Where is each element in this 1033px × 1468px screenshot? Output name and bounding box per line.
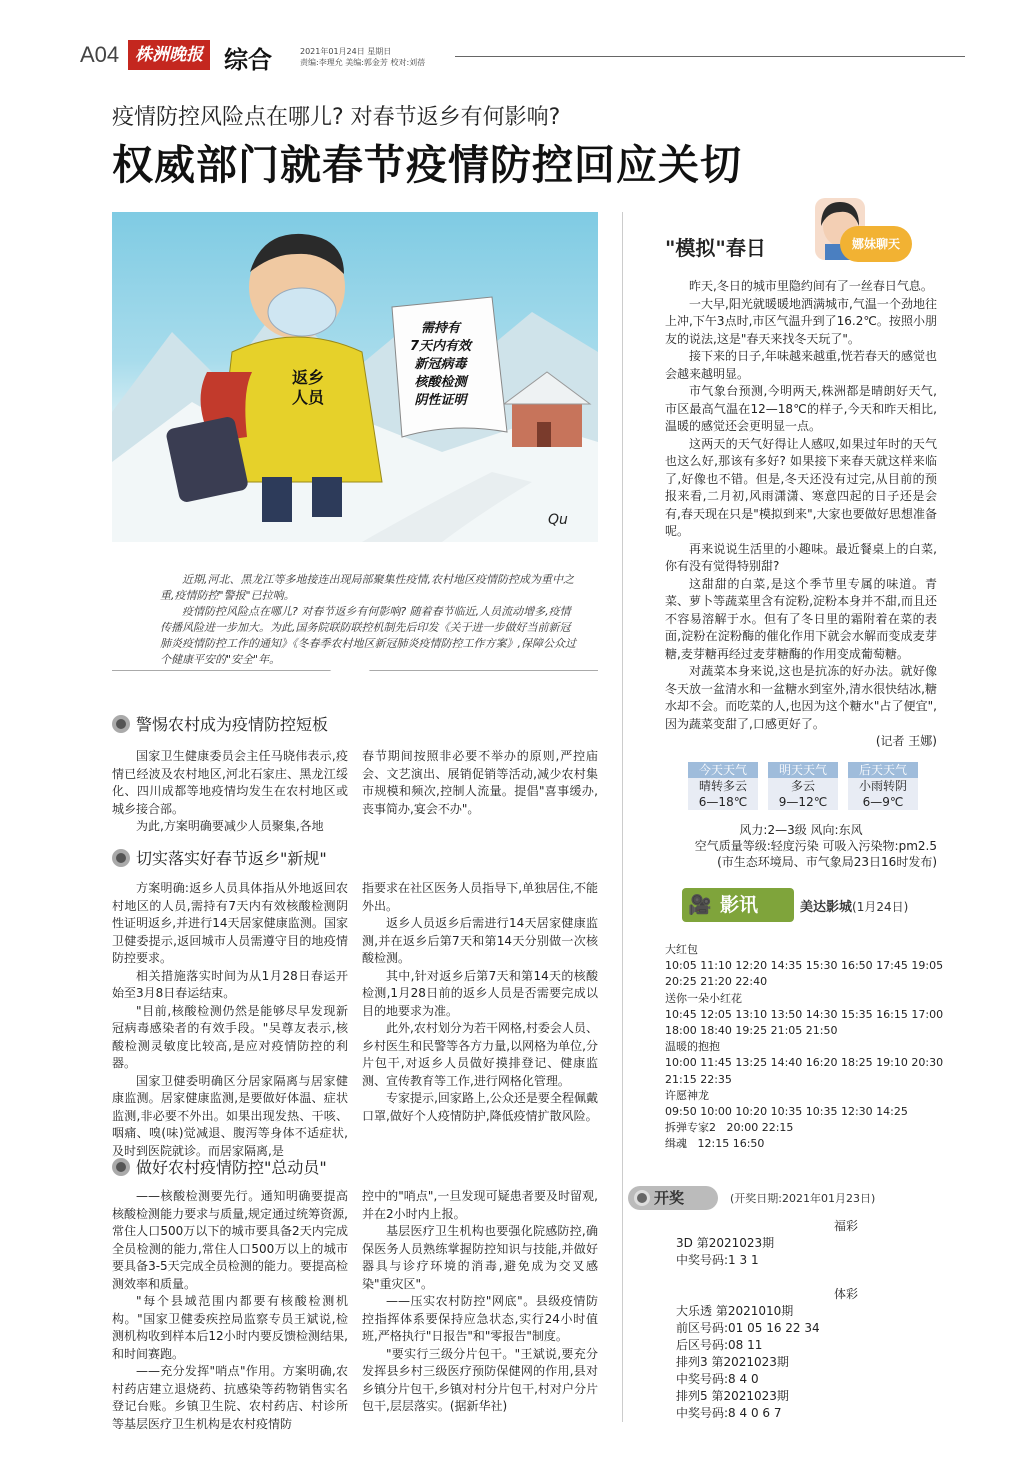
s2-right-column — [362, 880, 598, 1125]
movie-list — [665, 942, 965, 1153]
paragraph: 昨天,冬日的城市里隐约间有了一丝春日气息。 — [689, 279, 933, 293]
s3-right-column — [362, 1188, 598, 1416]
bullet-icon — [634, 1190, 650, 1206]
fucai-line: 3D 第2021023期 — [676, 1236, 775, 1250]
weather-temp: 6—9℃ — [862, 795, 904, 809]
s3-left-column — [112, 1188, 348, 1433]
house-door — [537, 422, 551, 447]
weather-condition: 晴转多云 — [698, 779, 747, 793]
paragraph: 春节期间按照非必要不举办的原则,严控庙会、文艺演出、展销促销等活动,减少农村集市规模和频次,控制人流量。提倡"喜事缓办,丧事简办,宴会不办"。 — [362, 749, 598, 816]
s1-right-column — [362, 748, 598, 818]
page-header — [0, 38, 1033, 78]
column-body — [665, 278, 937, 751]
paragraph: ——充分发挥"哨点"作用。方案明确,农村药店建立退烧药、抗感染等药物销售实名登记台账。乡镇卫生院、农村药店、村诊所等基层医疗卫生机构是农村疫情防 — [112, 1364, 348, 1431]
weather-day — [688, 762, 758, 810]
cartoon-signature: Qu — [548, 512, 568, 528]
movie-title: 拆弹专家2 — [665, 1121, 716, 1135]
section-heading-text: 做好农村疫情防控"总动员" — [136, 1158, 327, 1177]
face-mask — [268, 288, 336, 336]
paragraph: 市气象台预测,今明两天,株洲都是晴朗好天气,市区最高气温在12—18℃的样子,今天和昨天相比,温暖的感觉还会更明显一点。 — [665, 384, 937, 433]
paragraph: "目前,核酸检测仍然是能够尽早发现新冠病毒感染者的有效手段。"吴尊友表示,核酸检测灵敏度比较高,是应对疫情防控的利器。 — [112, 1003, 348, 1070]
paragraph: 再来说说生活里的小趣味。最近餐桌上的白菜,你有没有觉得特别甜? — [665, 541, 937, 573]
byline: (记者 王娜) — [875, 734, 937, 748]
cartoon-sign-text: 需持有 7天内有效 新冠病毒 核酸检测 阴性证明 — [410, 321, 472, 408]
s2-left-column — [112, 880, 348, 1160]
leg-right — [312, 477, 342, 517]
article-lead — [160, 572, 580, 668]
weather-temp: 6—18℃ — [698, 795, 748, 809]
paragraph: 为此,方案明确要减少人员聚集,各地 — [136, 819, 324, 833]
lead-paragraph: 疫情防控风险点在哪儿? 对春节返乡有何影响? 随着春节临近,人员流动增多,疫情传播风险进一步加大。为此,国务院联防联控机制先后印发《关于进一步做好当前新冠肺炎疫情防控工作的通知》《冬春季农村地区新冠肺炎疫情防控工作方案》,保障公众过个健康平安的"安全"年。 — [160, 605, 576, 666]
weather-temp: 9—12℃ — [778, 795, 828, 809]
movie-title: 大红包 — [665, 943, 698, 956]
ticai-line: 排列5 第2021023期 — [676, 1389, 789, 1403]
paragraph: 控中的"哨点",一旦发现可疑患者要及时留观,并在2小时内上报。 — [362, 1189, 598, 1221]
article-subtitle: 疫情防控风险点在哪儿? 对春节返乡有何影响? — [112, 105, 561, 130]
ticai-line: 大乐透 第2021010期 — [676, 1304, 794, 1318]
bullet-icon — [112, 1158, 130, 1176]
bullet-icon — [112, 715, 130, 733]
paragraph: 国家卫健委明确区分居家隔离与居家健康监测。居家健康监测,是要做好体温、症状监测,非必要不外出。如果出现发热、干咳、咽痛、嗅(味)觉减退、腹泻等身体不适症状,及时到医院就诊。而居家隔离,是 — [112, 1073, 348, 1158]
weather-day-label: 后天天气 — [848, 762, 918, 778]
paragraph: 相关措施落实时间为从1月28日春运开始至3月8日春运结束。 — [112, 968, 348, 1000]
weather-condition: 小雨转阴 — [858, 779, 907, 793]
movie-badge — [682, 888, 794, 922]
movie-title: 温暖的抱抱 — [665, 1040, 720, 1054]
section-heading-text: 切实落实好春节返乡"新规" — [136, 849, 327, 868]
movie-row — [665, 1136, 965, 1152]
movie-date: (1月24日) — [852, 900, 909, 914]
weather-source: (市生态环境局、市气象局23日16时发布) — [717, 855, 937, 869]
paragraph: 这甜甜的白菜,是这个季节里专属的味道。青菜、萝卜等蔬菜里含有淀粉,淀粉本身并不甜,而且还不容易溶解于水。但有了冬日里的霜附着在菜的表面,淀粉在淀粉酶的催化作用下就会水解而变成麦芽糖,麦芽糖再经过麦芽糖酶的作用变成葡萄糖。 — [665, 576, 937, 661]
paragraph: 指要求在社区医务人员指导下,单独居住,不能外出。 — [362, 881, 598, 913]
leg-left — [262, 477, 292, 522]
bullet-icon — [112, 849, 130, 867]
lottery-date: (开奖日期:2021年01月23日) — [730, 1192, 876, 1205]
cinema-name: 美达影城 — [800, 900, 853, 915]
editors: 责编:李理允 美编:郭金芳 校对:刘蓓 — [300, 58, 426, 67]
ticai-line: 中奖号码:8 4 0 — [676, 1372, 759, 1386]
weather-condition: 多云 — [790, 779, 815, 793]
movie-times: 10:45 12:05 13:10 13:50 14:30 15:35 16:15 17:00 18:00 18:40 19:25 21:05 21:50 — [665, 1007, 944, 1038]
paragraph: "每个县域范围内都要有核酸检测机构。"国家卫健委疾控局监察专员王斌说,检测机构收到样本后12小时内要反馈检测结果,和时间赛跑。 — [112, 1294, 348, 1361]
paragraph: 其中,针对返乡后第7天和第14天的核酸检测,1月28日前的返乡人员是否需要完成以目的地要求为准。 — [362, 968, 598, 1018]
movie-times: 10:05 11:10 12:20 14:35 15:30 16:50 17:45 19:05 20:25 21:20 22:40 — [665, 959, 944, 989]
cartoon-svg — [112, 212, 598, 542]
weather-day — [768, 762, 838, 810]
movie-times: 12:15 16:50 — [697, 1137, 765, 1151]
air-quality — [665, 822, 937, 870]
cinema-info — [800, 896, 908, 915]
section-heading-2 — [112, 846, 327, 869]
lottery-badge — [628, 1186, 718, 1210]
header-rule — [455, 56, 965, 57]
paragraph: 专家提示,回家路上,公众还是要全程佩戴口罩,做好个人疫情防护,降低疫情扩散风险。 — [362, 1091, 598, 1123]
ticai-line: 后区号码:08 11 — [676, 1338, 763, 1352]
lead-paragraph: 近期,河北、黑龙江等多地接连出现局部聚集性疫情,农村地区疫情防控成为重中之重,疫情防控"警报"已拉响。 — [160, 573, 574, 602]
fucai-title: 福彩 — [833, 1219, 858, 1233]
movie-times: 10:00 11:45 13:25 14:40 16:20 18:25 19:10 20:30 21:15 22:35 — [665, 1056, 944, 1086]
newspaper-logo: 株洲晚报 — [128, 40, 210, 70]
movie-badge-text: 影讯 — [720, 894, 759, 916]
fucai-line: 中奖号码:1 3 1 — [676, 1253, 759, 1267]
film-camera-icon: 🎥 — [688, 894, 712, 916]
wind-info: 风力:2—3级 风向:东风 — [739, 823, 863, 837]
air-info: 空气质量等级:轻度污染 可吸入污染物:pm2.5 — [694, 839, 937, 853]
cartoon-illustration — [112, 212, 598, 542]
movie-title: 缉魂 — [665, 1137, 687, 1151]
cartoon-figure-label: 返乡 人员 — [292, 368, 325, 407]
movie-times: 20:00 22:15 — [726, 1121, 794, 1135]
section-name: 综合 — [224, 46, 272, 74]
column-divider — [622, 212, 623, 1422]
column-title: "模拟"春日 — [665, 236, 766, 260]
fucai-block — [676, 1218, 936, 1269]
lead-notch — [330, 670, 370, 686]
weather-day — [848, 762, 918, 810]
section-heading-1 — [112, 712, 328, 735]
s1-left-column — [112, 748, 348, 836]
paragraph: ——压实农村防控"网底"。县级疫情防控指挥体系要保持应急状态,实行24小时值班,严格执行"日报告"和"零报告"制度。 — [362, 1294, 598, 1343]
paragraph: 一大早,阳光就暖暖地洒满城市,气温一个劲地往上冲,下午3点时,市区气温升到了16.2℃。按照小朋友的说法,这是"春天来找冬天玩了"。 — [665, 296, 937, 346]
movie-times: 09:50 10:00 10:20 10:35 10:35 12:30 14:25 — [665, 1105, 908, 1119]
ticai-line: 前区号码:01 05 16 22 34 — [676, 1321, 820, 1335]
paragraph: ——核酸检测要先行。通知明确要提高核酸检测能力要求与质量,规定通过统筹资源,常住人口500万以下的城市要具备2天内完成全员检测的能力,常住人口500万以上的城市要具备3-5天完成全员检测的能力。要提高检测效率和质量。 — [112, 1189, 348, 1291]
movie-title: 送你一朵小红花 — [665, 991, 742, 1005]
paragraph: 基层医疗卫生机构也要强化院感防控,确保医务人员熟练掌握防控知识与技能,并做好器具与诊疗环境的消毒,避免成为交叉感染"重灾区"。 — [362, 1224, 598, 1291]
article-title: 权威部门就春节疫情防控回应关切 — [112, 141, 742, 189]
paragraph: 方案明确:返乡人员具体指从外地返回农村地区的人员,需持有7天内有效核酸检测阴性证明返乡,并进行14天居家健康监测。国家卫健委提示,返回城市人员需遵守目的地疫情防控要求。 — [112, 881, 348, 965]
issue-date: 2021年01月24日 星期日 — [300, 47, 392, 56]
section-heading-text: 警惕农村成为疫情防控短板 — [136, 715, 329, 734]
ticai-block — [676, 1286, 936, 1422]
paragraph: 返乡人员返乡后需进行14天居家健康监测,并在返乡后第7天和第14天分别做一次核酸检测。 — [362, 916, 598, 965]
tianqi-badge: 娜妹聊天 — [840, 226, 912, 262]
weather-day-label: 今天天气 — [688, 762, 758, 778]
paragraph: 对蔬菜本身来说,这也是抗冻的好办法。就好像冬天放一盆清水和一盆糖水到室外,清水很快结冰,糖水却不会。而吃菜的人,也因为这个糖水"占了便宜",因为蔬菜变甜了,口感更好了。 — [665, 664, 937, 731]
ticai-line: 中奖号码:8 4 0 6 7 — [676, 1406, 782, 1420]
ticai-title: 体彩 — [833, 1287, 858, 1301]
paragraph: 这两天的天气好得让人感叹,如果过年时的天气也这么好,那该有多好? 如果接下来春天就这样来临了,好像也不错。但是,冬天还没有过完,从目前的预报来看,二月初,风雨潇潇、寒意四起的日子还是会有,春天现在只是"模拟到来",大家也要做好思想准备呢。 — [665, 436, 937, 538]
movie-title: 许愿神龙 — [665, 1088, 709, 1102]
paragraph: "要实行三级分片包干。"王斌说,要充分发挥县乡村三级医疗预防保健网的作用,县对乡镇分片包干,乡镇对村分片包干,村对户分片包干,层层落实。(据新华社) — [362, 1346, 598, 1413]
ticai-line: 排列3 第2021023期 — [676, 1355, 789, 1369]
page-code: A04 — [80, 42, 120, 67]
header-meta — [300, 46, 425, 68]
lottery-badge-text: 开奖 — [654, 1189, 685, 1207]
weather-day-label: 明天天气 — [768, 762, 838, 778]
paragraph: 此外,农村划分为若干网格,村委会人员、乡村医生和民警等各方力量,以网格为单位,分片包干,对返乡人员做好摸排登记、健康监测、宣传教育等工作,进行网格化管理。 — [362, 1021, 598, 1088]
section-heading-3 — [112, 1155, 327, 1178]
paragraph: 接下来的日子,年味越来越重,恍若春天的感觉也会越来越明显。 — [665, 349, 937, 381]
movie-row — [665, 1120, 965, 1136]
paragraph: 国家卫生健康委员会主任马晓伟表示,疫情已经波及农村地区,河北石家庄、黑龙江绥化、四川成都等地疫情均发生在农村地区或城乡接合部。 — [112, 749, 348, 816]
